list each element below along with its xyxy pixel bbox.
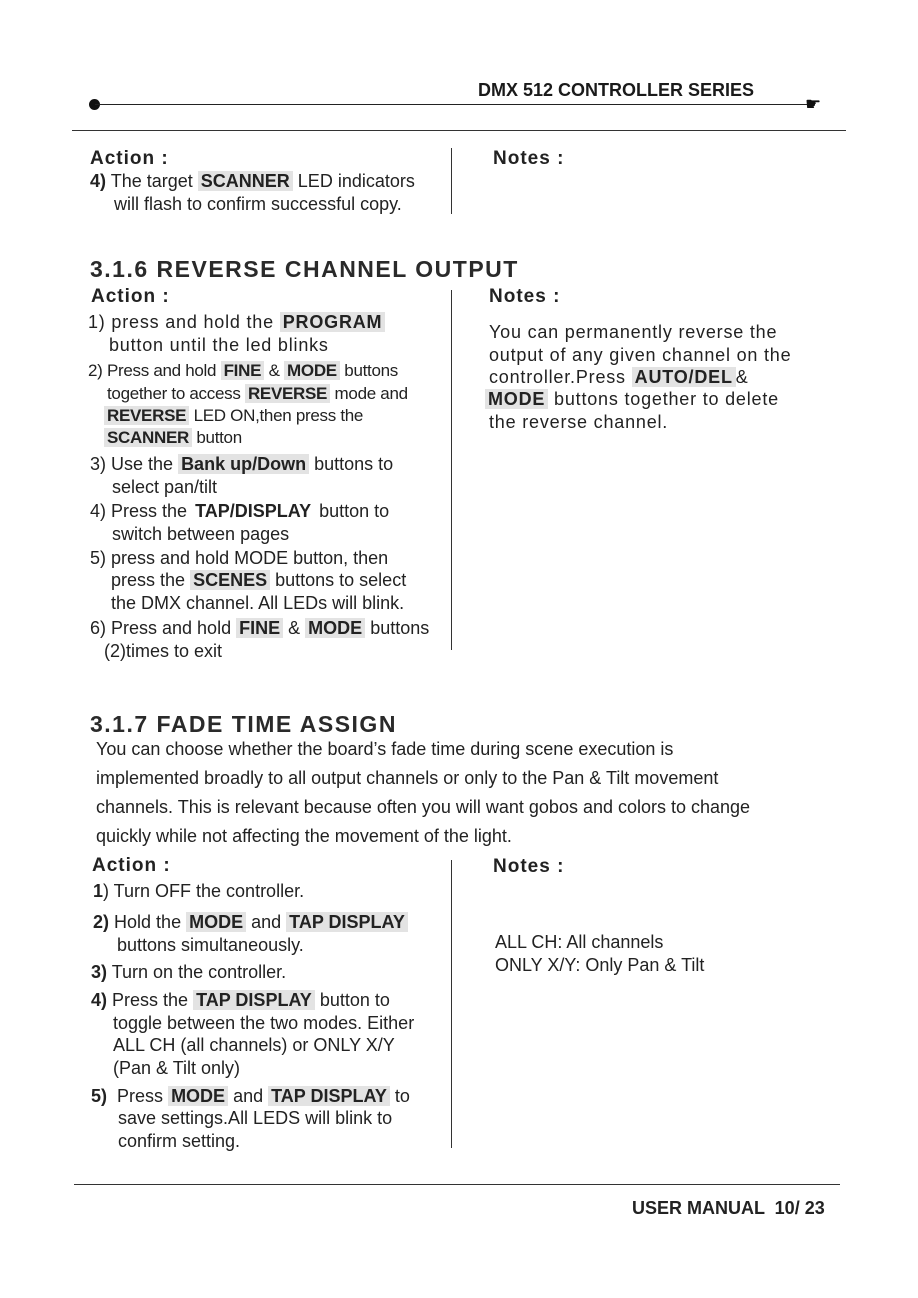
s317-step-4-line3: ALL CH (all channels) or ONLY X/Y [113, 1035, 395, 1055]
s317-step-5-line2: save settings.All LEDS will blink to [118, 1108, 393, 1128]
column-divider-317 [451, 860, 452, 1148]
action-label-316: Action : [91, 286, 170, 307]
s317-step-2: 2) Hold the MODE and TAP DISPLAY [93, 911, 408, 934]
notes-label-316: Notes : [489, 286, 561, 307]
s316-notes-line3: controller.Press AUTO/DEL & [489, 367, 749, 387]
section-316-title: 3.1.6 REVERSE CHANNEL OUTPUT [90, 256, 519, 282]
s316-step-6-line2: (2)times to exit [104, 641, 223, 661]
column-divider-316 [451, 290, 452, 650]
s316-notes-line5: the reverse channel. [489, 412, 669, 432]
s317-step-1: 1) Turn OFF the controller. [93, 881, 305, 901]
series-title: DMX 512 CONTROLLER SERIES [478, 80, 755, 100]
action-label-top: Action : [90, 148, 169, 169]
top-step-4-line2: will flash to confirm successful copy. [114, 194, 402, 214]
s316-step-1-line2: button until the led blinks [109, 335, 329, 355]
header-line [95, 104, 815, 105]
s317-intro-line1: You can choose whether the board’s fade time during scene execution is [96, 739, 674, 759]
notes-label-317: Notes : [493, 856, 565, 877]
s316-step-6: 6) Press and hold FINE & MODE buttons [90, 618, 430, 638]
column-divider-top [451, 148, 452, 214]
header-divider [72, 130, 846, 131]
s316-step-1: 1) press and hold the PROGRAM [88, 311, 385, 334]
top-step-4: 4) The target SCANNER LED indicators [90, 171, 415, 191]
s316-step-3-line2: select pan/tilt [112, 477, 218, 497]
s317-step-5-line3: confirm setting. [118, 1131, 241, 1151]
s316-step-5-line3: the DMX channel. All LEDs will blink. [111, 593, 405, 613]
s316-step-4: 4) Press the TAP/DISPLAY button to [90, 501, 390, 521]
footer-divider [74, 1184, 840, 1185]
action-label-317: Action : [92, 855, 171, 876]
s316-notes-line4: MODE buttons together to delete [485, 388, 779, 411]
s317-notes-line1: ALL CH: All channels [495, 932, 664, 952]
s317-intro-line3: channels. This is relevant because often you will want gobos and colors to change [96, 797, 751, 817]
s317-step-5: 5) Press MODE and TAP DISPLAY to [91, 1086, 410, 1106]
page-footer: USER MANUAL 10/ 23 [632, 1198, 825, 1218]
s316-step-2: 2) Press and hold FINE & MODE buttons [88, 361, 398, 380]
s316-notes-line2: output of any given channel on the [489, 345, 792, 365]
s317-step-3: 3) Turn on the controller. [91, 962, 287, 982]
s316-step-2-line2: together to access REVERSE mode and [107, 384, 408, 403]
s317-step-4: 4) Press the TAP DISPLAY button to [91, 990, 390, 1010]
notes-label-top: Notes : [493, 148, 565, 169]
s316-step-5-line2: press the SCENES buttons to select [111, 570, 407, 590]
s316-step-2-line3: REVERSE LED ON,then press the [104, 404, 363, 427]
s316-step-2-line4: SCANNER button [104, 426, 242, 449]
s317-intro-line4: quickly while not affecting the movement of the light. [96, 826, 512, 846]
s317-step-4-line2: toggle between the two modes. Either [113, 1013, 415, 1033]
s317-step-2-line2: buttons simultaneously. [117, 935, 304, 955]
s316-step-4-line2: switch between pages [112, 524, 290, 544]
s316-step-5: 5) press and hold MODE button, then [90, 548, 389, 568]
pointing-hand-icon: ☛ [805, 94, 822, 114]
section-317-title: 3.1.7 FADE TIME ASSIGN [90, 711, 397, 737]
s317-notes-line2: ONLY X/Y: Only Pan & Tilt [495, 955, 705, 975]
s316-notes-line1: You can permanently reverse the [489, 322, 778, 342]
s317-step-4-line4: (Pan & Tilt only) [113, 1058, 241, 1078]
s316-step-3: 3) Use the Bank up/Down buttons to [90, 454, 394, 474]
s317-intro-line2: implemented broadly to all output channels or only to the Pan & Tilt movement [96, 768, 719, 788]
